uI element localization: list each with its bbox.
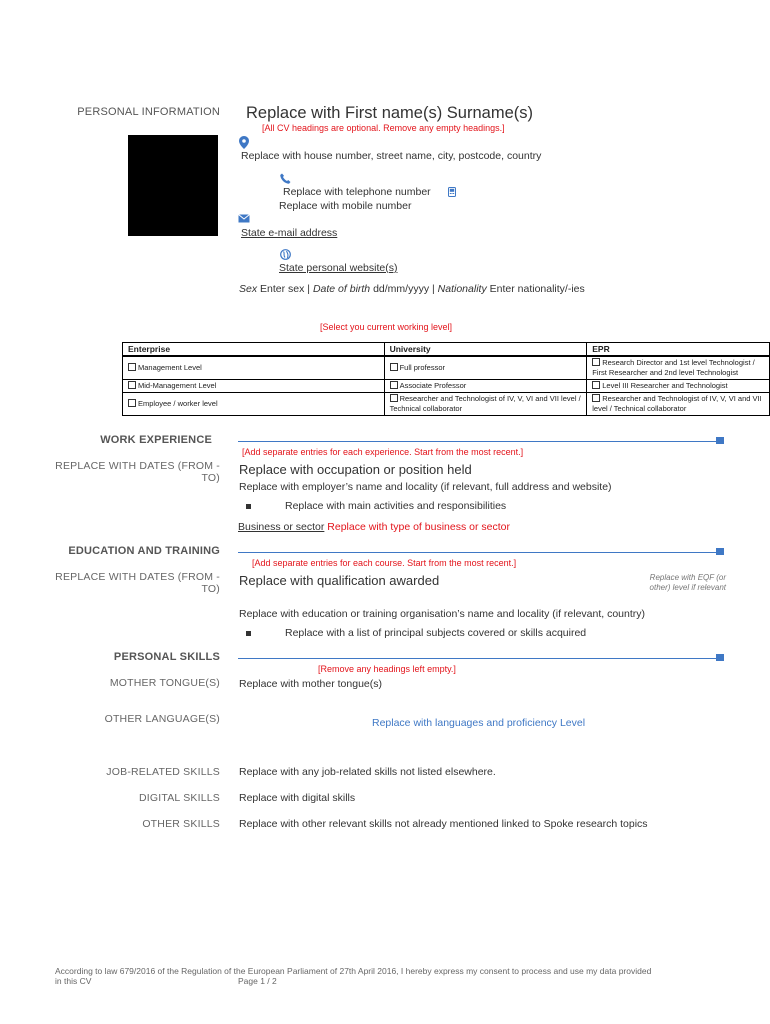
mobile-text: Replace with mobile number [279,200,412,212]
level-option[interactable] [123,393,385,416]
other-skills-label: OTHER SKILLS [142,818,220,830]
nationality-value: Enter nationality/-ies [489,283,585,295]
bullet-icon [246,631,251,636]
location-icon [239,136,249,149]
option-label: Associate Professor [399,381,467,390]
mother-tongue-value: Replace with mother tongue(s) [239,678,382,690]
separator: | [432,283,435,295]
activities-text: Replace with main activities and responsibilities [285,500,507,512]
section-divider [238,441,718,442]
subjects-text: Replace with a list of principal subjects covered or skills acquired [285,627,587,639]
education-note: [Add separate entries for each course. Start from the most recent.] [252,558,517,568]
personal-info-heading: PERSONAL INFORMATION [77,106,220,118]
level-option[interactable] [587,356,770,380]
digital-skills-label: DIGITAL SKILLS [139,792,220,804]
bullet-icon [246,504,251,509]
section-divider [238,552,718,553]
phone-icon [280,173,291,184]
work-experience-heading: WORK EXPERIENCE [100,434,212,446]
option-label: Researcher and Technologist of IV, V, VI and VII level / Technical collaborator [592,394,762,413]
option-label: Research Director and 1st level Technologist / First Researcher and 2nd level Technologist [592,358,755,377]
checkbox[interactable] [128,363,136,371]
checkbox[interactable] [390,394,398,402]
email-link[interactable]: State e-mail address [241,227,338,239]
occupation-title: Replace with occupation or position held [239,462,472,477]
consent-text-2: in this CV [55,976,92,986]
nationality-label: Nationality [437,283,487,295]
mother-tongue-label: MOTHER TONGUE(S) [109,677,220,689]
headings-note: [All CV headings are optional. Remove any empty headings.] [262,123,505,133]
level-option[interactable] [587,380,770,393]
sector-label: Business or sector [238,521,325,533]
section-marker [716,654,724,661]
qualification-title: Replace with qualification awarded [239,573,440,588]
option-label: Employee / worker level [138,399,218,408]
page-number: Page 1 / 2 [238,976,277,986]
option-label: Level III Researcher and Technologist [602,381,728,390]
digital-skills-value: Replace with digital skills [239,792,356,804]
website-link[interactable]: State personal website(s) [279,262,398,274]
working-level-note: [Select you current working level] [320,322,453,332]
level-option[interactable] [384,356,587,380]
address-text: Replace with house number, street name, city, postcode, country [241,150,542,162]
option-label: Management Level [138,363,202,372]
table-header-enterprise: Enterprise [123,343,385,357]
other-skills-value: Replace with other relevant skills not already mentioned linked to Spoke research topics [239,818,648,830]
level-option[interactable] [384,380,587,393]
dob-label: Date of birth [312,283,371,295]
eqf-level: Replace with EQF (or other) level if relevant [649,573,726,592]
other-languages-label: OTHER LANGUAGE(S) [104,713,220,725]
work-note: [Add separate entries for each experience. Start from the most recent.] [242,447,524,457]
other-languages-value: Replace with languages and proficiency Level [372,717,586,729]
option-label: Full professor [399,363,445,372]
profile-photo [128,135,218,236]
option-label: Researcher and Technologist of IV, V, VI and VII level / Technical collaborator [389,394,581,413]
sector-line [238,521,510,533]
checkbox[interactable] [390,381,398,389]
level-option[interactable] [587,393,770,416]
education-dates: REPLACE WITH DATES (FROM - TO) [55,571,220,595]
consent-text: According to law 679/2016 of the Regulation of the European Parliament of 27th April 2016, I hereby express my consent to process and use my data provided [55,966,652,976]
organisation-text: Replace with education or training organisation’s name and locality (if relevant, country) [239,608,646,620]
checkbox[interactable] [128,399,136,407]
option-label: Mid-Management Level [138,381,217,390]
section-divider [238,658,718,659]
telephone-text: Replace with telephone number [283,186,431,198]
level-option[interactable] [123,380,385,393]
checkbox[interactable] [390,363,398,371]
table-header-epr: EPR [587,343,770,357]
work-dates: REPLACE WITH DATES (FROM - TO) [55,460,220,484]
working-level-table [122,342,770,416]
personal-details-line [239,283,585,295]
job-skills-value: Replace with any job-related skills not listed elsewhere. [239,766,496,778]
employer-text: Replace with employer’s name and locality (if relevant, full address and website) [239,481,612,493]
sector-value: Replace with type of business or sector [327,521,510,533]
sex-label: Sex [239,283,258,295]
dob-value: dd/mm/yyyy [373,283,430,295]
level-option[interactable] [384,393,587,416]
checkbox[interactable] [592,394,600,402]
checkbox[interactable] [592,381,600,389]
mobile-icon [448,187,456,197]
section-marker [716,437,724,444]
email-icon [238,214,250,223]
separator: | [307,283,311,295]
education-heading: EDUCATION AND TRAINING [68,545,220,557]
skills-note: [Remove any headings left empty.] [318,664,456,674]
level-option[interactable] [123,356,385,380]
table-header-university: University [384,343,587,357]
checkbox[interactable] [592,358,600,366]
personal-skills-heading: PERSONAL SKILLS [113,651,220,663]
sex-value: Enter sex [260,283,305,295]
section-marker [716,548,724,555]
website-icon [280,249,291,260]
job-skills-label: JOB-RELATED SKILLS [106,766,220,778]
cv-name: Replace with First name(s) Surname(s) [246,104,533,122]
checkbox[interactable] [128,381,136,389]
